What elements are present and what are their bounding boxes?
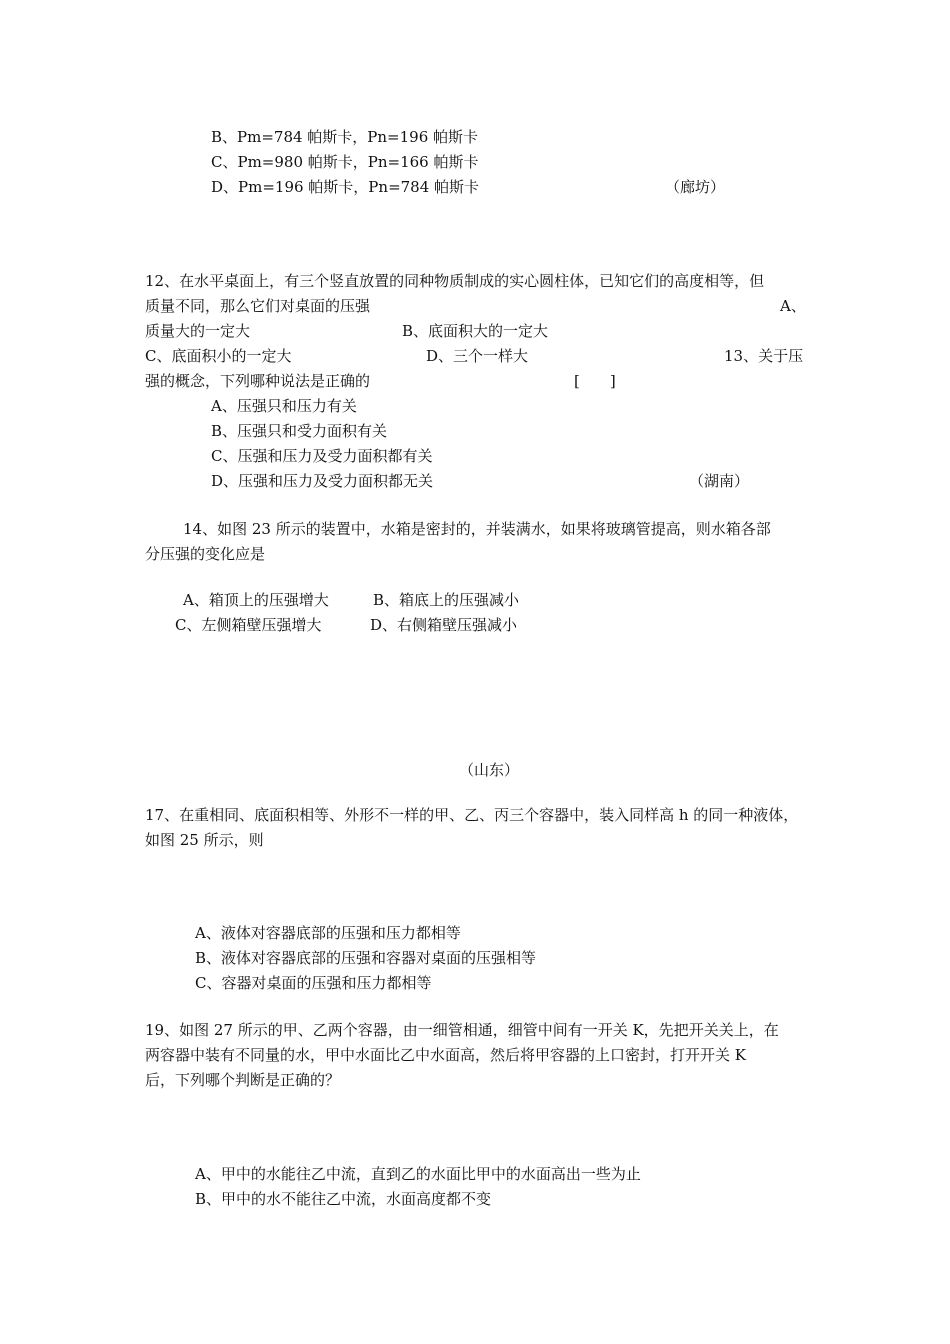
q12-option-c: C、底面积小的一定大 xyxy=(145,347,292,365)
q12-option-d: D、三个一样大 xyxy=(426,347,529,365)
q14-source: （山东） xyxy=(459,761,520,779)
q12-stem-line1: 12、在水平桌面上，有三个竖直放置的同种物质制成的实心圆柱体，已知它们的高度相等，但 xyxy=(145,272,765,290)
q19-option-a: A、甲中的水能往乙中流，直到乙的水面比甲中的水面高出一些为止 xyxy=(195,1165,641,1183)
q12-stem-line2: 质量不同，那么它们对桌面的压强 xyxy=(145,297,371,315)
q13-option-a: A、压强只和压力有关 xyxy=(211,397,357,415)
q13-option-c: C、压强和压力及受力面积都有关 xyxy=(211,447,433,465)
q17-option-a: A、液体对容器底部的压强和压力都相等 xyxy=(195,924,461,942)
q14-stem-line1: 14、如图 23 所示的装置中，水箱是密封的，并装满水，如果将玻璃管提高，则水箱各部 xyxy=(183,520,771,538)
q14-stem-line2: 分压强的变化应是 xyxy=(145,545,266,563)
q13-answer-bracket: [ ] xyxy=(574,372,616,390)
q13-option-d: D、压强和压力及受力面积都无关 xyxy=(211,472,434,490)
q13-stem-line2: 强的概念，下列哪种说法是正确的 xyxy=(145,372,371,390)
q19-option-b: B、甲中的水不能往乙中流，水面高度都不变 xyxy=(195,1190,492,1208)
q12-option-b: B、底面积大的一定大 xyxy=(402,322,549,340)
q17-stem-line2: 如图 25 所示，则 xyxy=(145,831,264,849)
q12-option-a: 质量大的一定大 xyxy=(145,322,251,340)
q17-option-b: B、液体对容器底部的压强和容器对桌面的压强相等 xyxy=(195,949,537,967)
q11-option-b: B、Pm=784 帕斯卡，Pn=196 帕斯卡 xyxy=(211,128,479,146)
q11-option-c: C、Pm=980 帕斯卡，Pn=166 帕斯卡 xyxy=(211,153,479,171)
q14-option-b: B、箱底上的压强减小 xyxy=(373,591,520,609)
q17-stem-line1: 17、在重相同、底面积相等、外形不一样的甲、乙、丙三个容器中，装入同样高 h 的同一种液体， xyxy=(145,806,799,824)
q13-stem-line1: 13、关于压 xyxy=(724,347,804,365)
q11-source: （廊坊） xyxy=(665,178,726,196)
q13-option-b: B、压强只和受力面积有关 xyxy=(211,422,388,440)
q19-stem-line2: 两容器中装有不同量的水，甲中水面比乙中水面高，然后将甲容器的上口密封，打开开关 K xyxy=(145,1046,746,1064)
q13-source: （湖南） xyxy=(689,472,750,490)
q19-stem-line3: 后，下列哪个判断是正确的？ xyxy=(145,1071,341,1089)
q14-option-d: D、右侧箱壁压强减小 xyxy=(370,616,518,634)
q19-stem-line1: 19、如图 27 所示的甲、乙两个容器，由一细管相通，细管中间有一开关 K，先把开关关上，在 xyxy=(145,1021,779,1039)
q17-option-c: C、容器对桌面的压强和压力都相等 xyxy=(195,974,432,992)
q11-option-d: D、Pm=196 帕斯卡，Pn=784 帕斯卡 xyxy=(211,178,480,196)
q14-option-c: C、左侧箱壁压强增大 xyxy=(175,616,322,634)
q14-option-a: A、箱顶上的压强增大 xyxy=(183,591,329,609)
q12-option-a-prefix: A、 xyxy=(780,297,806,315)
